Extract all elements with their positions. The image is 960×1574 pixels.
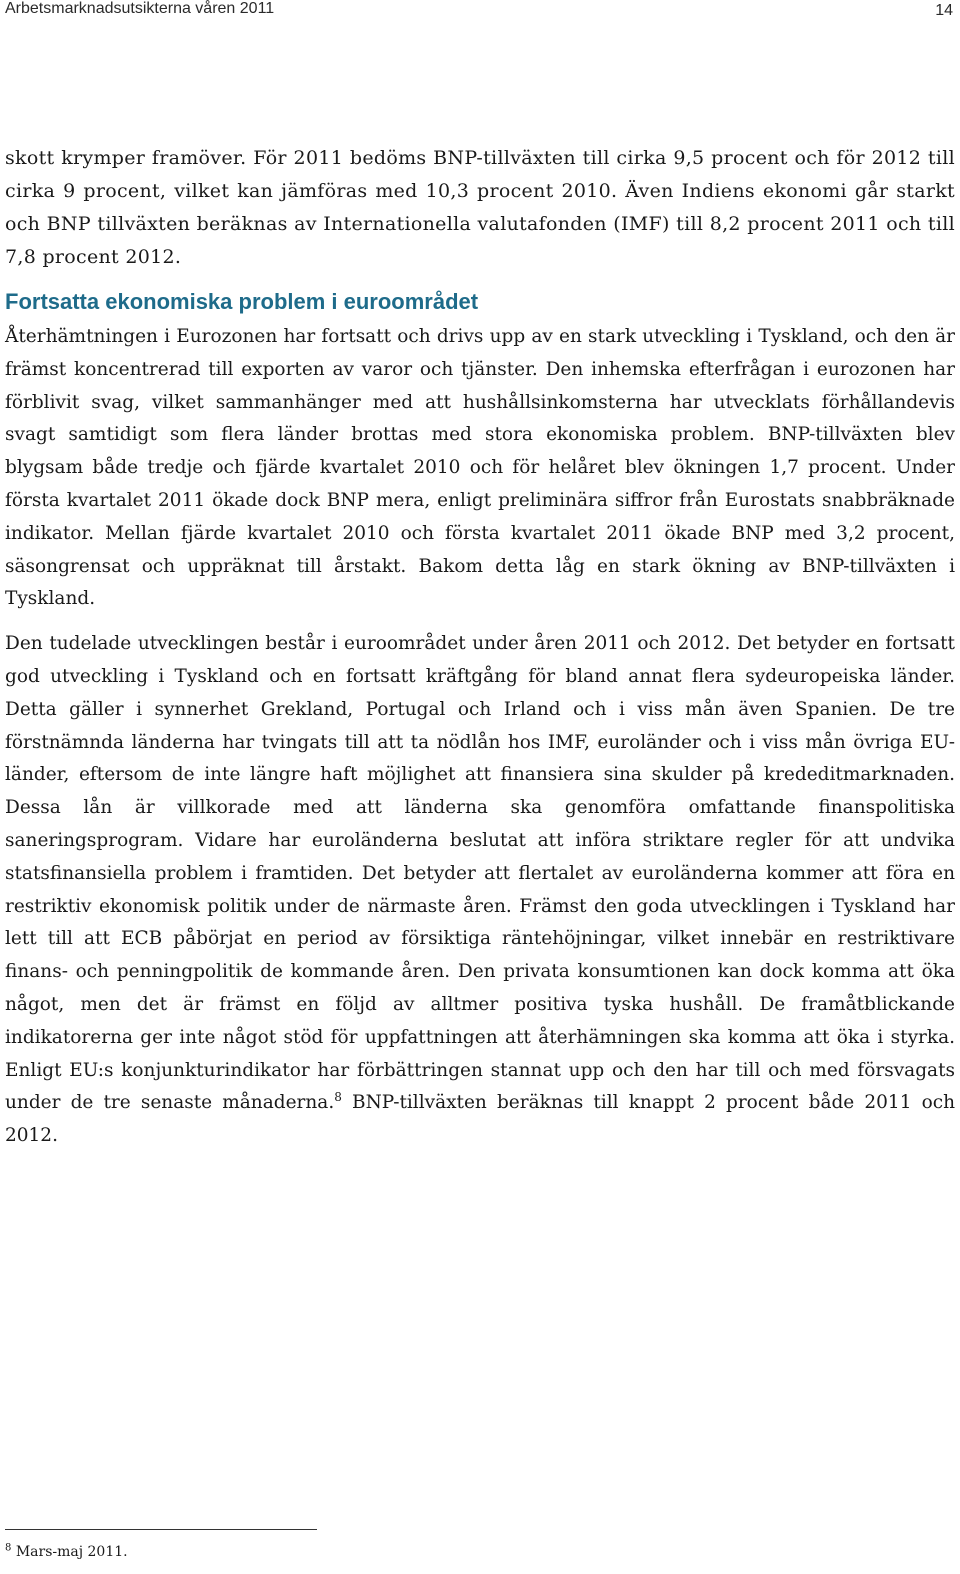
main-content xyxy=(5,142,955,1153)
page-header xyxy=(5,0,955,24)
footnote-divider xyxy=(5,1529,317,1530)
intro-paragraph: skott krymper framöver. För 2011 bedöms BNP-tillväxten till cirka 9,5 procent och för 2012 till cirka 9 procent, vilket kan jämföras med 10,3 procent 2010. Även Indiens ekonomi går starkt och BNP tillväxten beräknas av Internationella valutafonden (IMF) till 8,2 procent 2011 och till 7,8 procent 2012. xyxy=(5,147,955,268)
section-heading: Fortsatta ekonomiska problem i euroområdet xyxy=(5,289,479,314)
footnote-text: Mars-maj 2011. xyxy=(11,1544,128,1560)
body-paragraph-1: Återhämtningen i Eurozonen har fortsatt och drivs upp av en stark utveckling i Tyskland, och den är främst koncentrerad till exporten av varor och tjänster. Den inhemska efterfrågan i eurozonen har förblivit svag, vilket sammanhänger med att hushållsinkomsterna har utvecklats förhållandevis svagt samtidigt som flera länder brottas med stora ekonomiska problem. BNP-tillväxten blev blygsam både tredje och fjärde kvartalet 2010 och för helåret blev ökningen 1,7 procent. Under första kvartalet 2011 ökade dock BNP mera, enligt preliminära siffror från Eurostats snabbräknade indikator. Mellan fjärde kvartalet 2010 och första kvartalet 2011 ökade BNP med 3,2 procent, säsongrensat och uppräknat till årstakt. Bakom detta låg en stark ökning av BNP-tillväxten i Tyskland. xyxy=(5,326,955,610)
footnote xyxy=(5,1544,128,1560)
body-paragraph-2-tail: BNP-tillväxten beräknas till knappt 2 procent både 2011 och 2012. xyxy=(5,1092,955,1147)
body-paragraph-2-text: Den tudelade utvecklingen består i euroområdet under åren 2011 och 2012. Det betyder en fortsatt god utveckling i Tyskland och en fortsatt kräftgång för bland annat flera sydeuropeiska länder. Detta gäller i synnerhet Grekland, Portugal och Irland och i viss mån även Spanien. De tre förstnämnda länderna har tvingats till att ta nödlån hos IMF, euroländer och i viss mån övriga EU-länder, eftersom de inte längre haft möjlighet att finansiera sina skulder på krededitmarknaden. Dessa lån är villkorade med att länderna ska genomföra omfattande finanspolitiska saneringsprogram. Vidare har euroländerna beslutat att införa striktare regler för att undvika statsfinansiella problem i framtiden. Det betyder att flertalet av euroländerna kommer att föra en restriktiv ekonomisk politik under de närmaste åren. Främst den goda utvecklingen i Tyskland har lett till att ECB påbörjat en period av försiktiga räntehöjningar, vilket innebär en restriktivare finans- och penningpolitik de kommande åren. Den privata konsumtionen kan dock komma att öka något, men det är främst en följd av alltmer positiva tyska hushåll. De framåtblickande indikatorerna ger inte något stöd för uppfattningen att återhämningen ska komma att öka i styrka. Enligt EU:s konjunkturindikator har förbättringen stannat upp och den har till och med försvagats under de tre senaste månaderna. xyxy=(5,633,955,1114)
footnote-number: 8 xyxy=(5,1542,12,1554)
footnote-reference[interactable]: 8 xyxy=(334,1090,342,1105)
body-paragraph-2 xyxy=(5,628,955,1153)
document-title: Arbetsmarknadsutsikterna våren 2011 xyxy=(5,0,275,17)
page-number: 14 xyxy=(935,2,953,19)
